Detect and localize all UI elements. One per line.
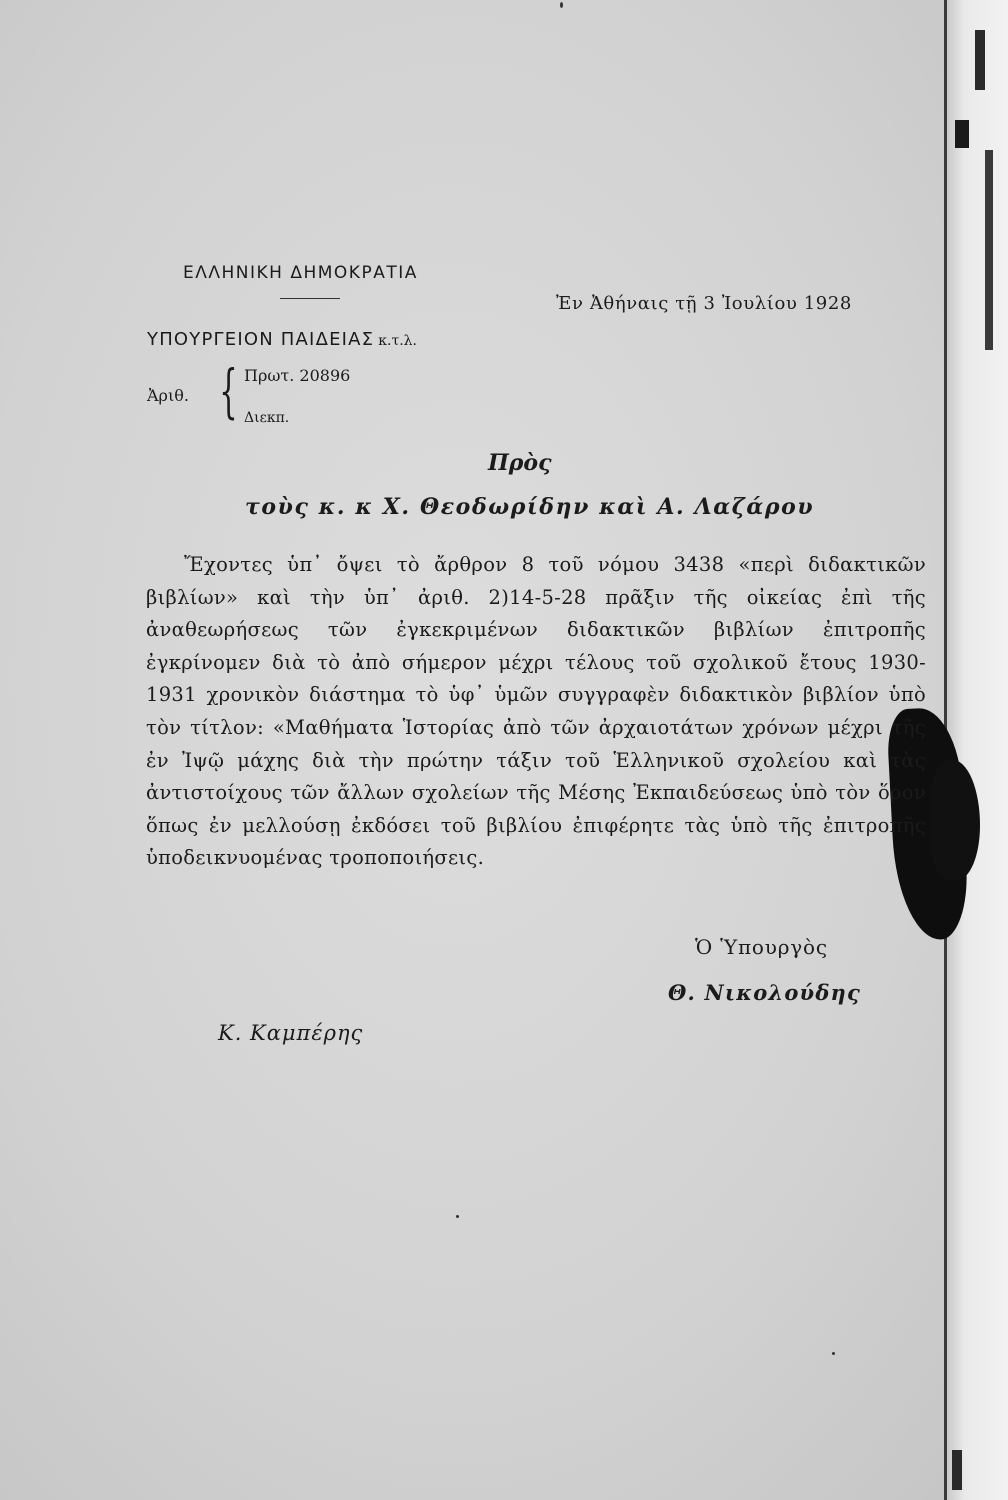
document-date: Ἐν Ἀθήναις τῇ 3 Ἰουλίου 1928 bbox=[556, 293, 852, 314]
minister-title: Ὁ Ὑπουργὸς bbox=[695, 935, 828, 959]
paper-speck bbox=[832, 1352, 835, 1355]
edge-mark bbox=[955, 120, 969, 148]
brace-symbol: { bbox=[219, 357, 238, 425]
protocol-number: Πρωτ. 20896 bbox=[244, 366, 351, 385]
body-paragraph: Ἔχοντες ὑπ᾽ ὄψει τὸ ἄρθρον 8 τοῦ νόμου 3438 «περὶ διδακτικῶν βιβλίων» καὶ τὴν ὑπ᾽ ἀριθ. 2)14-5-28 πρᾶξιν τῆς οἰκείας ἐπὶ τῆς ἀναθεωρήσεως τῶν ἐγκεκριμένων διδακτικῶν βιβλίων ἐπιτροπῆς ἐγκρίνομεν διὰ τὸ ἀπὸ σήμερον μέχρι τέλους τοῦ σχολικοῦ ἔτους 1930-1931 χρονικὸν διάστημα τὸ ὑφ᾽ ὑμῶν συγγραφὲν διδακτικὸν βιβλίον ὑπὸ τὸν τίτλον: «Μαθήματα Ἱστορίας ἀπὸ τῶν ἀρχαιοτάτων χρόνων μέχρι τῆς ἐν Ἰψῷ μάχης διὰ τὴν πρώτην τάξιν τοῦ Ἑλληνικοῦ σχολείου καὶ τὰς ἀντιστοίχους τῶν ἄλλων σχολείων τῆς Μέσης Ἐκπαιδεύσεως ὑπὸ τὸν ὅρον ὅπως ἐν μελλούσῃ ἐκδόσει τοῦ βιβλίου ἐπιφέρητε τὰς ὑπὸ τῆς ἐπιτροπῆς ὑποδεικνυομένας τροποποιήσεις. bbox=[146, 553, 926, 870]
dispatch-label: Διεκπ. bbox=[244, 410, 290, 426]
recipient-heading: Πρὸς bbox=[488, 450, 552, 476]
recipient-names: τοὺς κ. κ Χ. Θεοδωρίδην καὶ Α. Λαζάρου bbox=[245, 494, 815, 520]
ministry-name: ΥΠΟΥΡΓΕΙΟΝ ΠΑΙΔΕΙΑΣ bbox=[147, 329, 375, 350]
minister-signature: Θ. Νικολούδης bbox=[668, 980, 861, 1005]
edge-mark bbox=[985, 150, 993, 350]
edge-mark bbox=[975, 30, 985, 90]
edge-mark bbox=[952, 1450, 962, 1490]
heading-divider bbox=[280, 298, 340, 299]
ministry-heading bbox=[147, 329, 417, 350]
ministry-suffix: κ.τ.λ. bbox=[378, 333, 417, 349]
letter-body bbox=[146, 549, 926, 875]
republic-heading: ΕΛΛΗΝΙΚΗ ΔΗΜΟΚΡΑΤΙΑ bbox=[183, 263, 418, 283]
paper-speck bbox=[456, 1215, 459, 1218]
number-label: Ἀριθ. bbox=[147, 386, 189, 405]
countersignature: Κ. Καμπέρης bbox=[218, 1021, 364, 1045]
paper-speck bbox=[560, 2, 563, 8]
